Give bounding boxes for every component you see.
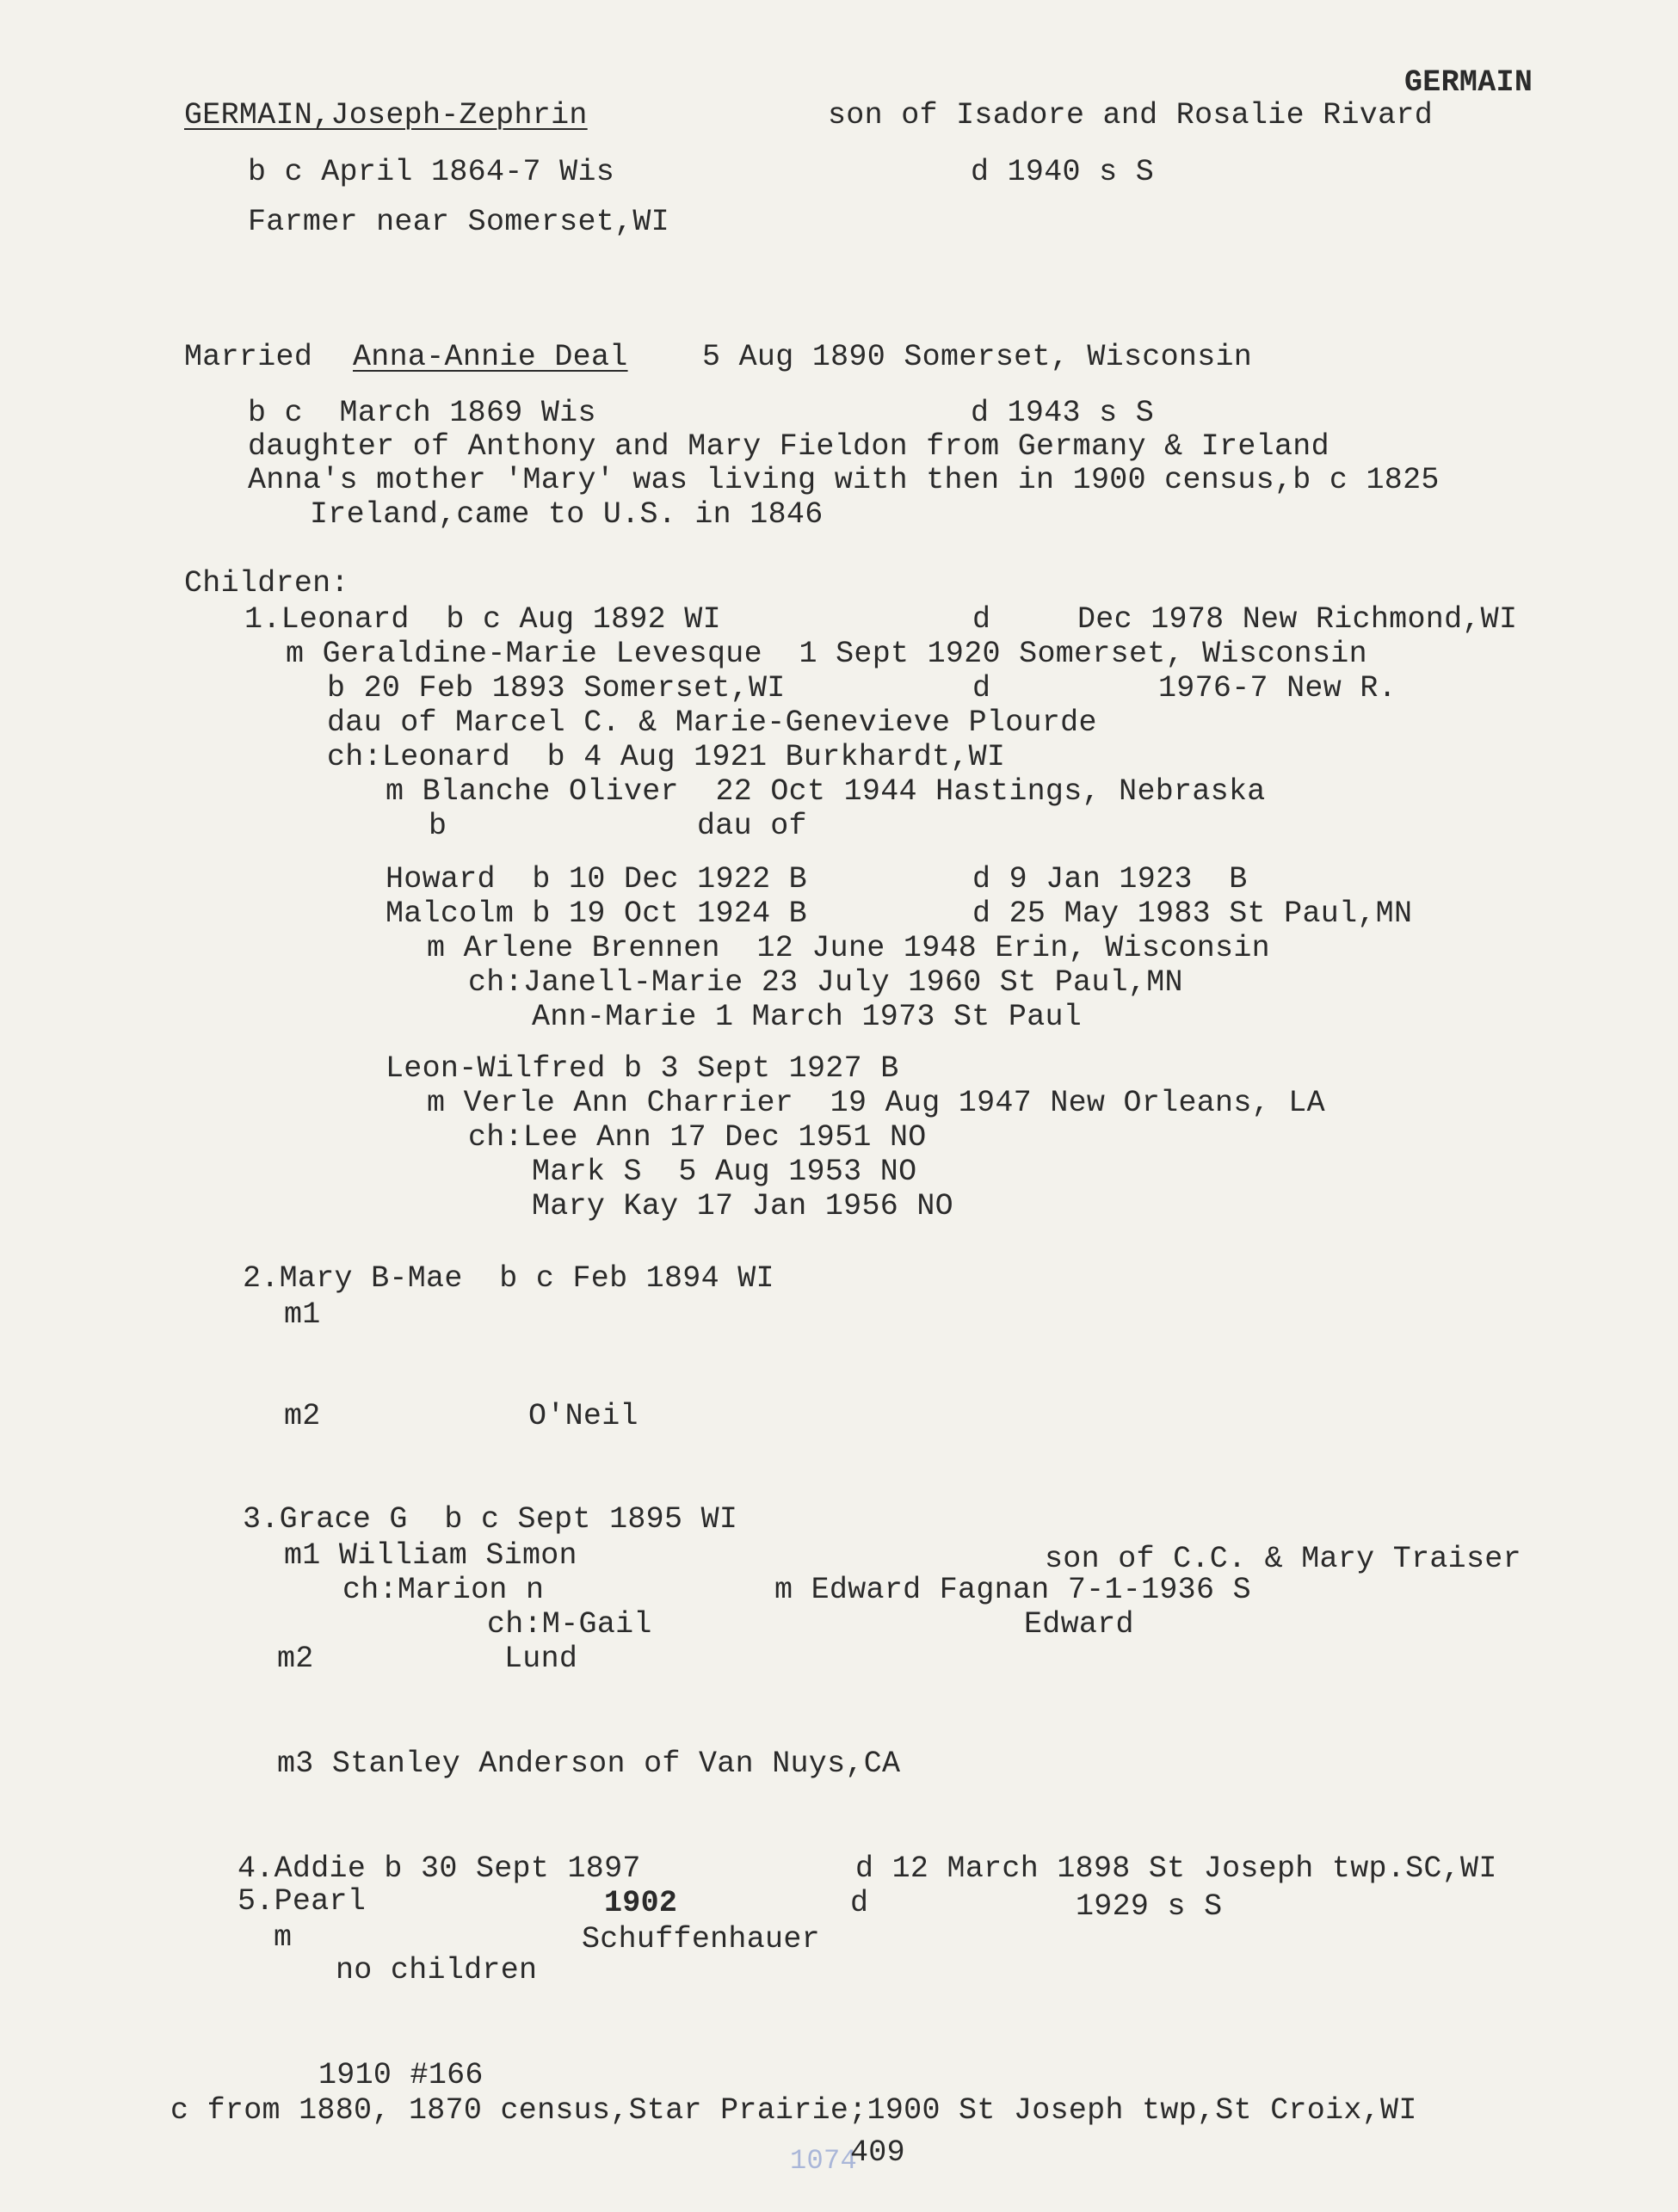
- grandchild-marion: ch:Marion n: [342, 1573, 545, 1607]
- grandchild-leonard: ch:Leonard b 4 Aug 1921 Burkhardt,WI: [327, 740, 1006, 774]
- child5-death: 1929 s S: [1076, 1889, 1223, 1924]
- grandchild-howard: Howard b 10 Dec 1922 B: [386, 862, 807, 897]
- child1-spouse-death: 1976-7 New R.: [1158, 671, 1397, 705]
- spouse-mother-note: Anna's mother 'Mary' was living with then in 1900 census,b c 1825: [248, 463, 1440, 497]
- marriage-details: 5 Aug 1890 Somerset, Wisconsin: [702, 340, 1253, 374]
- great-grandchild-lee-ann: ch:Lee Ann 17 Dec 1951 NO: [468, 1120, 927, 1155]
- spouse-mother-origin: Ireland,came to U.S. in 1846: [310, 497, 824, 532]
- great-grandchild-mark: Mark S 5 Aug 1953 NO: [532, 1155, 917, 1189]
- child2-m2-name: O'Neil: [528, 1399, 639, 1433]
- child1-death-d: d: [972, 602, 991, 637]
- child3-m2: m2: [277, 1642, 314, 1676]
- great-grandchild-mary-kay: Mary Kay 17 Jan 1956 NO: [532, 1189, 953, 1223]
- child1-marriage: m Geraldine-Marie Levesque 1 Sept 1920 Somerset, Wisconsin: [286, 637, 1367, 671]
- grandchild-malcolm-marriage: m Arlene Brennen 12 June 1948 Erin, Wisconsin: [427, 931, 1270, 965]
- child3-m1: m1 William Simon: [284, 1538, 577, 1573]
- child3-m2-name: Lund: [504, 1642, 578, 1676]
- grandchild-malcolm-death: d 25 May 1983 St Paul,MN: [972, 897, 1413, 931]
- grandchild-marion-marriage: m Edward Fagnan 7-1-1936 S: [774, 1573, 1251, 1607]
- archive-stamp: 1074: [790, 2145, 858, 2177]
- great-grandchild-m-gail: ch:M-Gail: [487, 1607, 652, 1642]
- subject-name: GERMAIN,Joseph-Zephrin: [184, 98, 588, 132]
- grandchild-howard-death: d 9 Jan 1923 B: [972, 862, 1248, 897]
- grandchild-leon-marriage: m Verle Ann Charrier 19 Aug 1947 New Orleans, LA: [427, 1086, 1325, 1120]
- child5-spouse: Schuffenhauer: [582, 1922, 820, 1956]
- grandchild-leon-wilfred: Leon-Wilfred b 3 Sept 1927 B: [386, 1051, 899, 1086]
- child4-death: d 12 March 1898 St Joseph twp.SC,WI: [855, 1852, 1497, 1886]
- child3-m3: m3 Stanley Anderson of Van Nuys,CA: [277, 1747, 901, 1781]
- spouse-death: d 1943 s S: [971, 396, 1155, 430]
- child1-entry: 1.Leonard b c Aug 1892 WI: [244, 602, 721, 637]
- subject-birth: b c April 1864-7 Wis: [248, 155, 615, 189]
- page-number: 409: [850, 2135, 905, 2170]
- children-heading: Children:: [184, 566, 349, 601]
- child5-birth-year: 1902: [604, 1886, 678, 1920]
- child1-death: Dec 1978 New Richmond,WI: [1077, 602, 1518, 637]
- spouse-birth: b c March 1869 Wis: [248, 396, 596, 430]
- sources-note: c from 1880, 1870 census,Star Prairie;1900 St Joseph twp,St Croix,WI: [170, 2093, 1417, 2128]
- great-grandchild-ann-marie: Ann-Marie 1 March 1973 St Paul: [532, 1000, 1083, 1034]
- census-reference: 1910 #166: [318, 2058, 484, 2092]
- child5-note: no children: [336, 1953, 538, 1987]
- grandchild-leonard-spouse-birth: b: [429, 809, 447, 843]
- grandchild-leonard-marriage: m Blanche Oliver 22 Oct 1944 Hastings, Nebraska: [386, 774, 1266, 809]
- subject-occupation: Farmer near Somerset,WI: [248, 205, 669, 239]
- child2-m2: m2: [284, 1399, 321, 1433]
- child1-spouse-death-d: d: [972, 671, 991, 705]
- great-grandchild-edward: Edward: [1024, 1607, 1134, 1642]
- subject-parents: son of Isadore and Rosalie Rivard: [828, 98, 1434, 132]
- header-surname: GERMAIN: [1404, 65, 1533, 100]
- child2-entry: 2.Mary B-Mae b c Feb 1894 WI: [243, 1261, 774, 1296]
- grandchild-leonard-spouse-parents: dau of: [697, 809, 807, 843]
- child3-m1-parents: son of C.C. & Mary Traiser: [1045, 1542, 1521, 1576]
- grandchild-malcolm: Malcolm b 19 Oct 1924 B: [386, 897, 807, 931]
- child4-entry: 4.Addie b 30 Sept 1897: [238, 1852, 641, 1886]
- marriage-prefix: Married: [184, 340, 313, 374]
- child5-entry: 5.Pearl: [238, 1884, 367, 1919]
- great-grandchild-janell: ch:Janell-Marie 23 July 1960 St Paul,MN: [468, 965, 1183, 1000]
- child5-death-d: d: [850, 1886, 869, 1920]
- spouse-parents: daughter of Anthony and Mary Fieldon from Germany & Ireland: [248, 429, 1329, 464]
- child3-entry: 3.Grace G b c Sept 1895 WI: [243, 1502, 738, 1537]
- spouse-name: Anna-Annie Deal: [353, 340, 628, 374]
- child2-m1: m1: [284, 1297, 321, 1332]
- subject-death: d 1940 s S: [971, 155, 1155, 189]
- child1-spouse-birth: b 20 Feb 1893 Somerset,WI: [327, 671, 786, 705]
- child1-spouse-parents: dau of Marcel C. & Marie-Genevieve Plourde: [327, 705, 1097, 740]
- child5-marriage: m: [274, 1920, 293, 1955]
